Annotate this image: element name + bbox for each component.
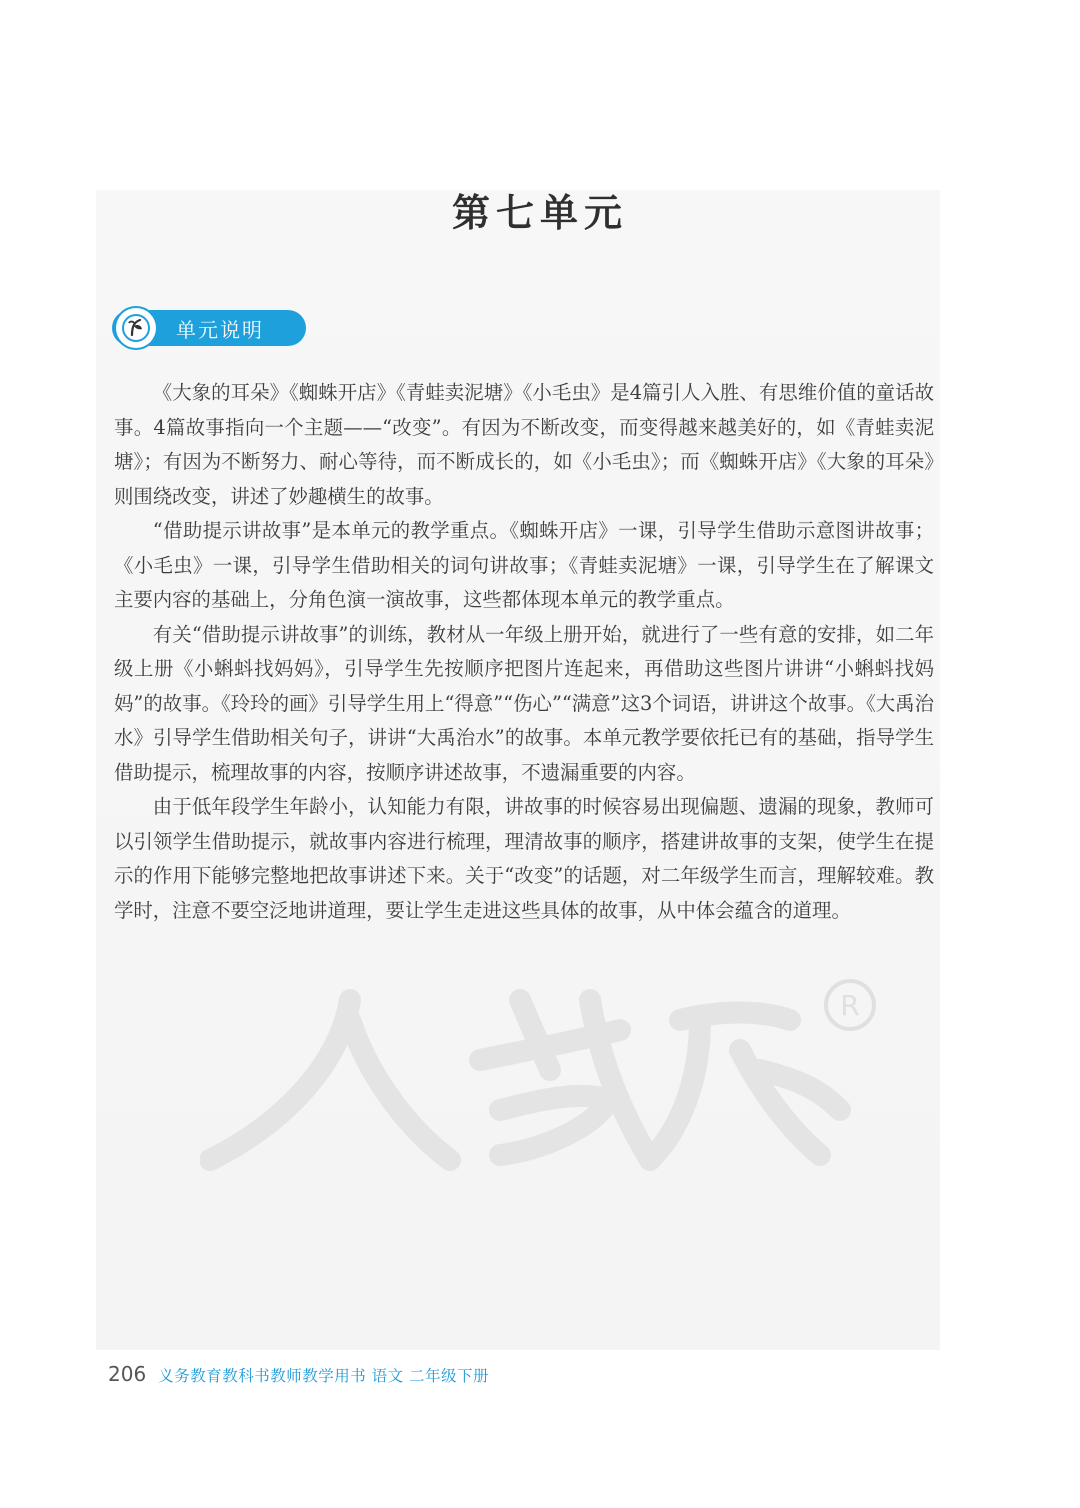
section-label: 单元说明 (176, 317, 264, 342)
svg-text:R: R (840, 989, 860, 1022)
paragraph: 有关“借助提示讲故事”的训练，教材从一年级上册开始，就进行了一些有意的安排，如二年级上册《小蝌蚪找妈妈》，引导学生先按顺序把图片连起来，再借助这些图片讲讲“小蝌蚪找妈妈”的故事。《玲玲的画》引导学生用上“得意”“伤心”“满意”这3个词语，讲讲这个故事。《大禹治水》引导学生借助相关句子，讲讲“大禹治水”的故事。本单元教学要依托已有的基础，指导学生借助提示，梳理故事的内容，按顺序讲述故事，不遗漏重要的内容。 (114, 622, 934, 784)
paragraph: “借助提示讲故事”是本单元的教学重点。《蜘蛛开店》一课，引导学生借助示意图讲故事；《小毛虫》一课，引导学生借助相关的词句讲故事；《青蛙卖泥塘》一课，引导学生在了解课文主要内容的基础上，分角色演一演故事，这些都体现本单元的教学重点。 (114, 519, 934, 611)
book-title: 义务教育教科书教师教学用书 语文 二年级下册 (158, 1367, 490, 1385)
section-badge (112, 310, 306, 346)
paragraph: 由于低年段学生年龄小，认知能力有限，讲故事的时候容易出现偏题、遗漏的现象，教师可以引领学生借助提示，就故事内容进行梳理，理清故事的顺序，搭建讲故事的支架，使学生在提示的作用下能够完整地把故事讲述下来。关于“改变”的话题，对二年级学生而言，理解较难。教学时，注意不要空泛地讲道理，要让学生走进这些具体的故事，从中体会蕴含的道理。 (114, 795, 934, 922)
unit-description (114, 376, 934, 928)
paragraph: 《大象的耳朵》《蜘蛛开店》《青蛙卖泥塘》《小毛虫》是4篇引人入胜、有思维价值的童话故事。4篇故事指向一个主题——“改变”。有因为不断改变，而变得越来越美好的，如《青蛙卖泥塘》；有因为不断努力、耐心等待，而不断成长的，如《小毛虫》；而《蜘蛛开店》《大象的耳朵》则围绕改变，讲述了妙趣横生的故事。 (114, 381, 934, 508)
page-number: 206 (108, 1362, 147, 1386)
chapter-title: 第七单元 (451, 190, 628, 235)
page-footer (108, 1362, 489, 1386)
sprout-icon (116, 308, 156, 348)
